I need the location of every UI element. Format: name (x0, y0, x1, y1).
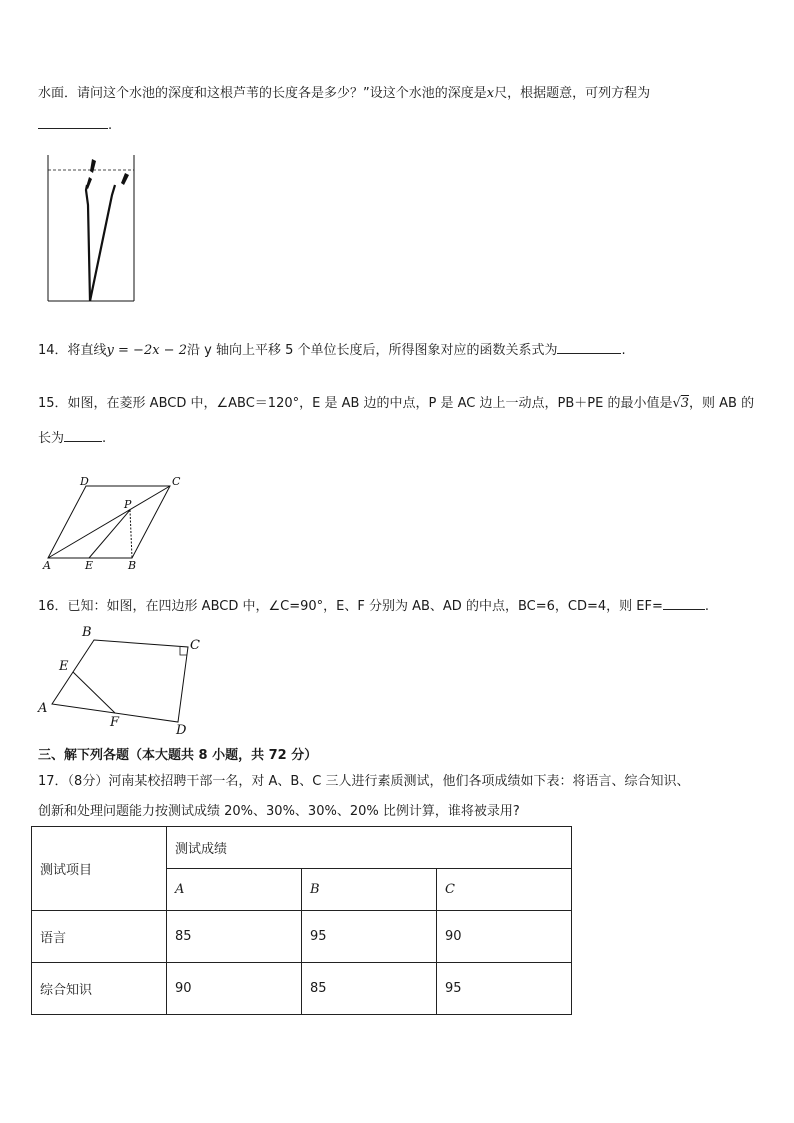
sqrt-symbol: √3 (672, 396, 690, 411)
label-F: F (110, 715, 120, 730)
q17-text-line2: 创新和处理问题能力按测试成绩 20%、30%、30%、20% 比例计算，谁将被录用? (38, 804, 520, 819)
group-header-cell: 测试成绩 (167, 827, 572, 869)
q15-text-line2: 长为 . (38, 427, 106, 446)
score-cell: 85 (302, 963, 437, 1015)
row-label: 综合知识 (32, 963, 167, 1015)
section3-title: 三、解下列各题（本大题共 8 小题，共 72 分） (38, 748, 318, 763)
score-cell: 90 (167, 963, 302, 1015)
q13-text-line1: 水面．请问这个水池的深度和这根芦苇的长度各是多少？”设这个水池的深度是x尺，根据题意，可列方程为 (38, 86, 651, 101)
table-row (32, 963, 572, 1015)
rhombus-figure (38, 474, 188, 572)
label-C: C (190, 638, 200, 653)
score-cell: 95 (302, 911, 437, 963)
q14-text: 14．将直线y = −2x − 2沿 y 轴向上平移 5 个单位长度后，所得图象对应的函数关系式为 . (38, 339, 626, 358)
score-table (31, 826, 572, 1015)
label-C: C (172, 475, 181, 488)
score-cell: 90 (437, 911, 572, 963)
score-cell: 95 (437, 963, 572, 1015)
column-header-c: C (437, 869, 572, 911)
label-A: A (43, 559, 51, 572)
q13-answer-blank: . (38, 114, 112, 133)
column-header-b: B (302, 869, 437, 911)
table-row (32, 911, 572, 963)
label-E: E (85, 559, 94, 572)
label-P: P (124, 498, 132, 511)
pond-reed-figure (40, 155, 140, 305)
var-x: x (486, 86, 495, 101)
label-B: B (128, 559, 137, 572)
label-A: A (38, 701, 48, 716)
label-D: D (176, 723, 187, 736)
q14-equation: y = −2x − 2 (106, 343, 187, 358)
label-D: D (80, 475, 89, 488)
label-E: E (59, 659, 69, 674)
quadrilateral-figure (34, 622, 204, 736)
row-header-cell: 测试项目 (32, 827, 167, 911)
q16-text: 16．已知：如图，在四边形 ABCD 中，∠C=90°，E、F 分别为 AB、AD 的中点，BC=6，CD=4，则 EF= . (38, 595, 709, 614)
row-label: 语言 (32, 911, 167, 963)
q17-text-line1: 17．（8分）河南某校招聘干部一名，对 A、B、C 三人进行素质测试，他们各项成绩如下表：将语言、综合知识、 (38, 774, 690, 789)
label-B: B (82, 625, 92, 640)
column-header-a: A (167, 869, 302, 911)
q15-text-line1: 15．如图，在菱形 ABCD 中，∠ABC＝120°，E 是 AB 边的中点，P 是 AC 边上一动点，PB＋PE 的最小值是√3，则 AB 的 (38, 396, 755, 411)
score-cell: 85 (167, 911, 302, 963)
